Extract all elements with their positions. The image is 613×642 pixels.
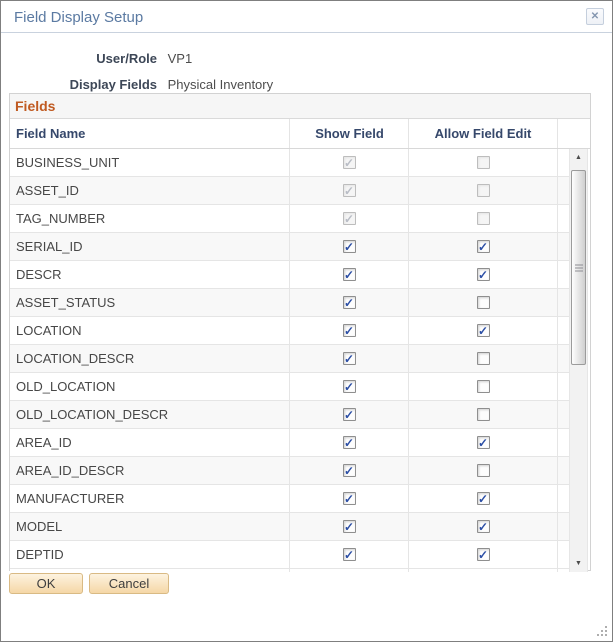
user-role-row bbox=[1, 52, 612, 66]
close-icon: ✕ bbox=[590, 10, 600, 22]
field-name-cell: MANUFACTURER bbox=[16, 491, 125, 506]
row-filler-cell bbox=[557, 401, 569, 428]
show-field-checkbox[interactable]: ✓ bbox=[343, 491, 355, 506]
field-name-cell: AREA_ID bbox=[16, 435, 72, 450]
scroll-up-button[interactable] bbox=[570, 149, 587, 166]
allow-field-edit-checkbox[interactable] bbox=[477, 296, 490, 309]
allow-field-edit-cell bbox=[408, 485, 557, 512]
row-filler-cell bbox=[557, 317, 569, 344]
field-name-cell: LOCATION_DESCR bbox=[16, 351, 135, 366]
row-filler-cell bbox=[557, 233, 569, 260]
column-header-show-field: Show Field bbox=[289, 119, 409, 148]
allow-field-edit-cell bbox=[408, 401, 557, 428]
display-fields-value: Physical Inventory bbox=[167, 77, 274, 92]
show-field-cell bbox=[289, 261, 408, 288]
table-row bbox=[10, 457, 569, 485]
cancel-button[interactable]: Cancel bbox=[89, 573, 169, 594]
allow-field-edit-checkbox bbox=[477, 212, 490, 225]
allow-field-edit-cell bbox=[408, 541, 557, 568]
field-name-cell: AREA_ID_DESCR bbox=[16, 463, 125, 478]
field-name-cell: ASSET_ID bbox=[16, 183, 79, 198]
show-field-cell bbox=[289, 401, 408, 428]
allow-field-edit-checkbox bbox=[477, 184, 490, 197]
show-field-checkbox[interactable]: ✓ bbox=[343, 267, 355, 282]
allow-field-edit-checkbox[interactable] bbox=[477, 352, 490, 365]
allow-field-edit-checkbox[interactable]: ✓ bbox=[477, 435, 489, 450]
allow-field-edit-cell bbox=[408, 373, 557, 400]
show-field-checkbox[interactable]: ✓ bbox=[343, 519, 355, 534]
show-field-cell bbox=[289, 345, 408, 372]
field-name-cell: LOCATION bbox=[16, 323, 82, 338]
field-name-cell: SERIAL_ID bbox=[16, 239, 83, 254]
field-name-cell: ASSET_STATUS bbox=[16, 295, 116, 310]
table-row bbox=[10, 149, 569, 177]
row-filler-cell bbox=[557, 261, 569, 288]
fields-groupbox bbox=[9, 93, 591, 571]
field-name-cell: MODEL bbox=[16, 519, 63, 534]
show-field-cell bbox=[289, 513, 408, 540]
column-header-field-name: Field Name bbox=[16, 126, 86, 141]
row-filler-cell bbox=[557, 457, 569, 484]
allow-field-edit-cell bbox=[408, 345, 557, 372]
show-field-checkbox[interactable]: ✓ bbox=[343, 323, 355, 338]
allow-field-edit-checkbox[interactable]: ✓ bbox=[477, 239, 489, 254]
show-field-cell bbox=[289, 233, 408, 260]
table-header-row bbox=[10, 119, 590, 149]
table-row bbox=[10, 317, 569, 345]
show-field-checkbox[interactable]: ✓ bbox=[343, 547, 355, 562]
display-fields-row bbox=[1, 78, 612, 92]
allow-field-edit-cell bbox=[408, 429, 557, 456]
scroll-up-icon: ▲ bbox=[575, 154, 582, 161]
show-field-cell bbox=[289, 485, 408, 512]
show-field-checkbox: ✓ bbox=[343, 183, 355, 198]
field-name-cell: OLD_LOCATION bbox=[16, 379, 116, 394]
field-table-body bbox=[10, 149, 569, 572]
row-filler-cell bbox=[557, 373, 569, 400]
field-name-cell: DEPTID bbox=[16, 547, 64, 562]
allow-field-edit-checkbox[interactable]: ✓ bbox=[477, 323, 489, 338]
show-field-cell bbox=[289, 317, 408, 344]
allow-field-edit-cell bbox=[408, 177, 557, 204]
show-field-checkbox: ✓ bbox=[343, 155, 355, 170]
allow-field-edit-cell bbox=[408, 149, 557, 176]
ok-button[interactable]: OK bbox=[9, 573, 83, 594]
show-field-checkbox[interactable]: ✓ bbox=[343, 463, 355, 478]
table-row bbox=[10, 513, 569, 541]
show-field-cell bbox=[289, 289, 408, 316]
allow-field-edit-checkbox[interactable] bbox=[477, 464, 490, 477]
allow-field-edit-checkbox[interactable]: ✓ bbox=[477, 267, 489, 282]
table-row bbox=[10, 205, 569, 233]
allow-field-edit-checkbox bbox=[477, 156, 490, 169]
field-name-cell: DESCR bbox=[16, 267, 62, 282]
show-field-checkbox[interactable]: ✓ bbox=[343, 351, 355, 366]
show-field-checkbox[interactable]: ✓ bbox=[343, 407, 355, 422]
user-role-label: User/Role bbox=[96, 51, 157, 66]
row-filler-cell bbox=[557, 541, 569, 568]
allow-field-edit-cell bbox=[408, 513, 557, 540]
scrollbar-thumb[interactable] bbox=[571, 170, 586, 365]
table-row-partial bbox=[10, 569, 569, 572]
table-row bbox=[10, 261, 569, 289]
allow-field-edit-checkbox[interactable]: ✓ bbox=[477, 547, 489, 562]
allow-field-edit-cell bbox=[408, 457, 557, 484]
show-field-checkbox[interactable]: ✓ bbox=[343, 435, 355, 450]
show-field-cell bbox=[289, 177, 408, 204]
allow-field-edit-cell bbox=[408, 289, 557, 316]
row-filler-cell bbox=[557, 289, 569, 316]
table-row bbox=[10, 233, 569, 261]
row-filler-cell bbox=[557, 149, 569, 176]
allow-field-edit-checkbox[interactable]: ✓ bbox=[477, 491, 489, 506]
vertical-scrollbar[interactable] bbox=[569, 149, 588, 572]
dialog-title: Field Display Setup bbox=[14, 9, 144, 26]
row-filler-cell bbox=[557, 177, 569, 204]
resize-grip-icon[interactable] bbox=[597, 626, 608, 637]
table-row bbox=[10, 541, 569, 569]
column-header-allow-field-edit: Allow Field Edit bbox=[408, 119, 558, 148]
table-row bbox=[10, 373, 569, 401]
show-field-cell bbox=[289, 429, 408, 456]
show-field-cell bbox=[289, 541, 408, 568]
field-name-cell: TAG_NUMBER bbox=[16, 211, 106, 226]
allow-field-edit-cell bbox=[408, 261, 557, 288]
field-name-cell: BUSINESS_UNIT bbox=[16, 155, 120, 170]
table-row bbox=[10, 485, 569, 513]
field-name-cell: OLD_LOCATION_DESCR bbox=[16, 407, 169, 422]
allow-field-edit-checkbox[interactable] bbox=[477, 380, 490, 393]
allow-field-edit-checkbox[interactable] bbox=[477, 408, 490, 421]
row-filler-cell bbox=[557, 345, 569, 372]
table-row bbox=[10, 177, 569, 205]
show-field-cell bbox=[289, 457, 408, 484]
scroll-down-icon: ▼ bbox=[575, 560, 582, 567]
show-field-checkbox[interactable]: ✓ bbox=[343, 295, 355, 310]
table-row bbox=[10, 401, 569, 429]
allow-field-edit-cell bbox=[408, 233, 557, 260]
allow-field-edit-cell bbox=[408, 205, 557, 232]
table-row bbox=[10, 289, 569, 317]
row-filler-cell bbox=[557, 513, 569, 540]
scrollbar-grip-icon bbox=[575, 264, 583, 271]
dialog-titlebar bbox=[1, 1, 612, 33]
show-field-cell bbox=[289, 149, 408, 176]
fields-section-title: Fields bbox=[10, 94, 590, 119]
display-fields-label: Display Fields bbox=[69, 77, 157, 92]
row-filler-cell bbox=[557, 429, 569, 456]
show-field-cell bbox=[289, 205, 408, 232]
row-filler-cell bbox=[557, 485, 569, 512]
show-field-checkbox: ✓ bbox=[343, 211, 355, 226]
close-button[interactable] bbox=[586, 8, 604, 25]
allow-field-edit-cell bbox=[408, 317, 557, 344]
show-field-checkbox[interactable]: ✓ bbox=[343, 239, 355, 254]
row-filler-cell bbox=[557, 205, 569, 232]
show-field-checkbox[interactable]: ✓ bbox=[343, 379, 355, 394]
table-row bbox=[10, 345, 569, 373]
table-row bbox=[10, 429, 569, 457]
allow-field-edit-checkbox[interactable]: ✓ bbox=[477, 519, 489, 534]
scroll-down-button[interactable] bbox=[570, 555, 587, 572]
user-role-value: VP1 bbox=[167, 51, 193, 66]
show-field-cell bbox=[289, 373, 408, 400]
